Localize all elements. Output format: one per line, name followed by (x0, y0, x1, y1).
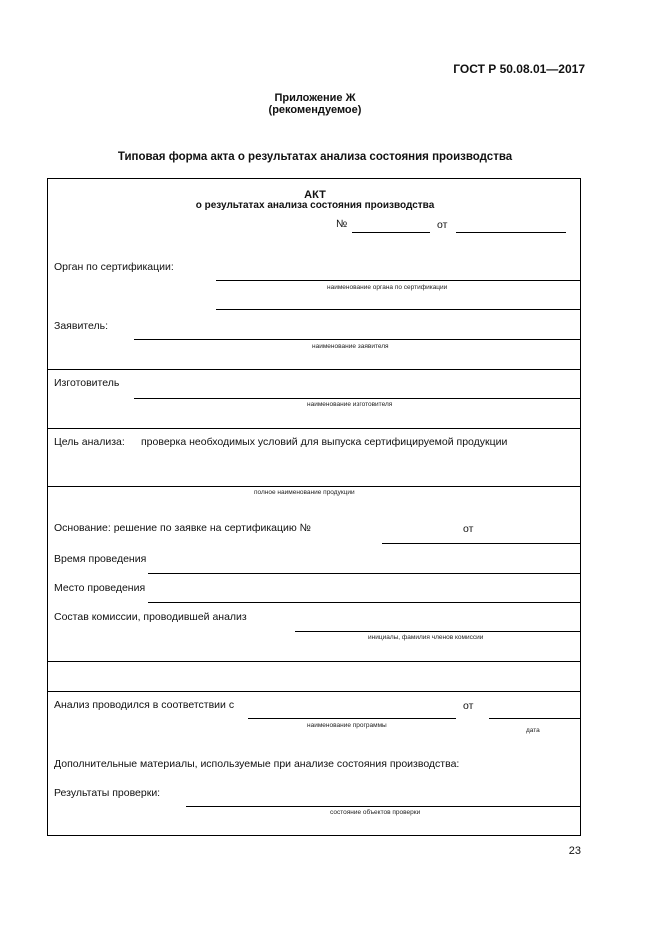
commission-line-2[interactable] (47, 661, 581, 662)
product-line[interactable] (47, 486, 581, 487)
act-subtitle: о результатах анализа состояния производства (195, 200, 435, 211)
act-number-line[interactable] (352, 232, 430, 233)
results-label: Результаты проверки: (54, 787, 161, 799)
act-number-label: № (336, 218, 348, 230)
time-label: Время проведения (54, 553, 147, 565)
basis-line[interactable] (382, 543, 581, 544)
commission-line[interactable] (295, 631, 581, 632)
applicant-line-2[interactable] (47, 369, 581, 370)
purpose-label: Цель анализа: (54, 436, 125, 448)
appendix-title: Приложение Ж (274, 92, 356, 104)
program-hint: наименование программы (307, 722, 387, 729)
applicant-label: Заявитель: (54, 320, 109, 332)
place-label: Место проведения (54, 582, 146, 594)
results-hint: состояние объектов проверки (330, 809, 421, 816)
conducted-label: Анализ проводился в соответствии с (54, 699, 235, 711)
additional-materials-label: Дополнительные материалы, используемые при анализе состояния производства: (54, 758, 460, 770)
place-line[interactable] (148, 602, 581, 603)
page-number: 23 (568, 845, 581, 857)
results-line[interactable] (186, 806, 581, 807)
form-title: Типовая форма акта о результатах анализа состояния производства (117, 151, 513, 163)
act-from-label: от (437, 219, 448, 231)
conducted-date-line[interactable] (489, 718, 581, 719)
date-hint: дата (526, 727, 540, 734)
certification-body-label: Орган по сертификации: (54, 261, 174, 273)
conducted-from-label: от (463, 700, 474, 712)
commission-line-3[interactable] (47, 691, 581, 692)
commission-hint: инициалы, фамилия членов комиссии (368, 634, 484, 641)
manufacturer-line-2[interactable] (47, 428, 581, 429)
commission-label: Состав комиссии, проводившей анализ (54, 611, 247, 623)
time-line[interactable] (148, 573, 581, 574)
manufacturer-line[interactable] (134, 398, 581, 399)
product-hint: полное наименование продукции (254, 489, 355, 496)
document-code: ГОСТ Р 50.08.01—2017 (453, 62, 585, 76)
act-date-line[interactable] (456, 232, 566, 233)
certification-body-line[interactable] (216, 280, 581, 281)
manufacturer-hint: наименование изготовителя (307, 401, 393, 408)
basis-label: Основание: решение по заявке на сертификацию № (54, 522, 311, 534)
purpose-value: проверка необходимых условий для выпуска сертифицируемой продукции (141, 436, 508, 448)
applicant-line[interactable] (134, 339, 581, 340)
basis-from-label: от (463, 523, 474, 535)
appendix-note: (рекомендуемое) (268, 104, 362, 116)
program-line[interactable] (248, 718, 456, 719)
certification-body-line-2[interactable] (216, 309, 581, 310)
applicant-hint: наименование заявителя (312, 343, 389, 350)
act-title: АКТ (304, 189, 326, 201)
manufacturer-label: Изготовитель (54, 377, 120, 389)
certification-body-hint: наименование органа по сертификации (327, 284, 448, 291)
form-border (47, 178, 581, 836)
